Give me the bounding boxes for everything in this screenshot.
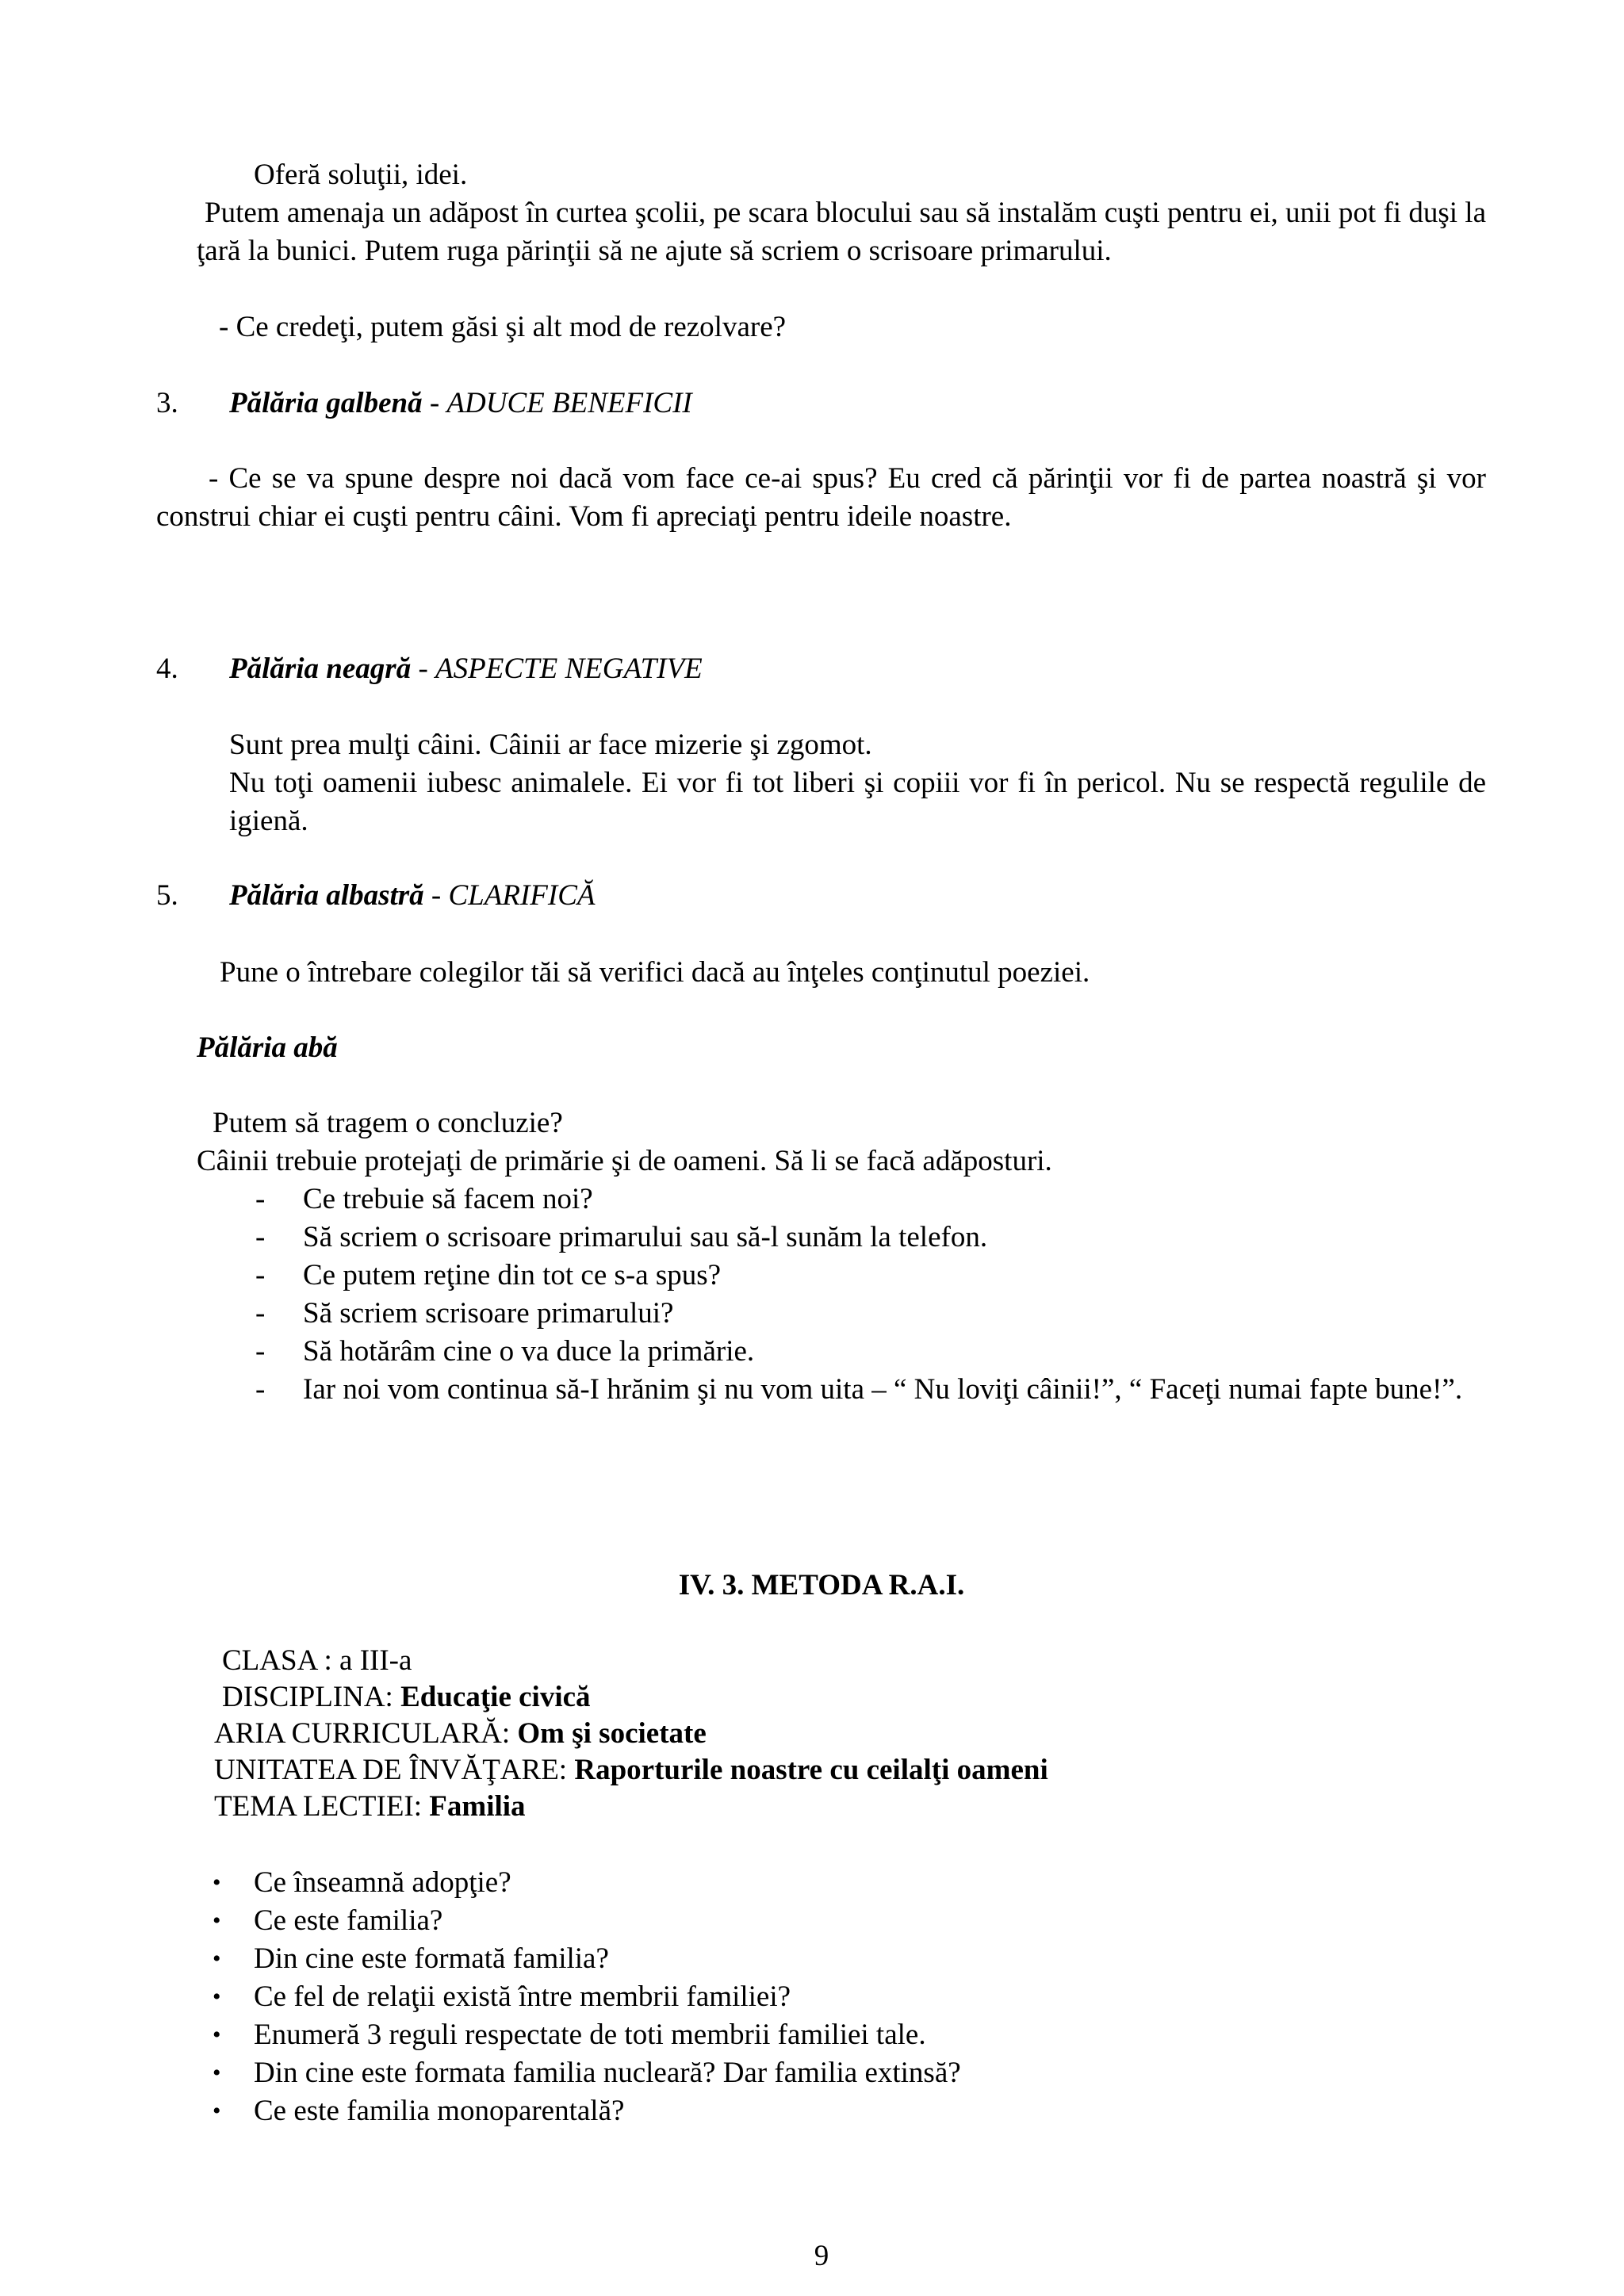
list-item: - Iar noi vom continua să-I hrănim şi nu vom uita – “ Nu loviţi câinii!”, “ Faceţi numai fapte bune!”. [255,1371,1486,1409]
hat-name: Pălăria galbenă [229,387,423,419]
hat-name: Pălăria neagră [229,652,412,685]
list-item: • Din cine este formata familia nucleară? Dar familia extinsă? [206,2054,1475,2092]
yellow-hat-paragraph: - Ce se va spune despre noi dacă vom face ce-ai spus? Eu cred că părinţii vor fi de partea noastră şi vor construi chiar ei cuşti pentru câini. Vom fi apreciaţi pentru ideile noastre. [156,462,1486,533]
solutions-question: - Ce credeţi, putem găsi şi alt mod de rezolvare? [219,311,787,343]
white-hat-heading: Pălăria abă [197,1031,338,1064]
class-line: CLASA : a III-a [222,1644,412,1677]
hat-label: ADUCE BENEFICII [446,387,692,419]
lesson-theme-line: TEMA LECTIEI: Familia [214,1790,526,1823]
white-hat-line-1: Putem să tragem o concluzie? [213,1107,563,1139]
list-item: • Ce fel de relaţii există între membrii familiei? [206,1978,1475,2016]
blue-hat-heading: 5. Pălăria albastră - CLARIFICĂ [156,877,595,915]
list-item: • Ce înseamnă adopţie? [206,1864,1475,1902]
hat-label: CLARIFICĂ [448,879,596,912]
curricular-area-line: ARIA CURRICULARĂ: Om şi societate [214,1717,707,1750]
curricular-area-value: Om şi societate [517,1717,707,1750]
list-item: - Să hotărâm cine o va duce la primărie. [255,1333,1486,1371]
list-item: • Ce este familia monoparentală? [206,2092,1475,2130]
list-item: • Ce este familia? [206,1902,1475,1940]
black-hat-line-1: Sunt prea mulţi câini. Câinii ar face mizerie şi zgomot. [229,729,872,761]
item-number: 5. [156,879,178,912]
conclusion-list [255,1181,1486,1409]
black-hat-line-2: Nu toţi oamenii iubesc animalele. Ei vor fi tot liberi şi copiii vor fi în pericol. Nu se respectă regulile de igienă. [229,767,1486,837]
discipline-line: DISCIPLINA: Educaţie civică [222,1681,591,1713]
black-hat-heading: 4. Pălăria neagră - ASPECTE NEGATIVE [156,650,703,688]
learning-unit-value: Raporturile noastre cu ceilalţi oameni [574,1754,1048,1786]
blue-hat-paragraph: Pune o întrebare colegilor tăi să verifici dacă au înţeles conţinutul poeziei. [220,956,1090,989]
list-item: - Să scriem scrisoare primarului? [255,1295,1486,1333]
solutions-heading: Oferă soluţii, idei. [254,159,468,191]
list-item: - Ce trebuie să facem noi? [255,1181,1486,1219]
questions-list [206,1864,1475,2130]
learning-unit-line: UNITATEA DE ÎNVĂŢARE: Raporturile noastre cu ceilalţi oameni [214,1754,1048,1786]
discipline-value: Educaţie civică [400,1681,591,1713]
list-item: • Enumeră 3 reguli respectate de toti membrii familiei tale. [206,2016,1475,2054]
page-number: 9 [814,2240,829,2272]
list-item: • Din cine este formată familia? [206,1940,1475,1978]
item-number: 4. [156,652,178,685]
list-item: - Să scriem o scrisoare primarului sau să-l sunăm la telefon. [255,1219,1486,1257]
hat-label: ASPECTE NEGATIVE [435,652,703,685]
hat-name: Pălăria albastră [229,879,424,912]
item-number: 3. [156,387,178,419]
lesson-theme-value: Familia [429,1790,526,1823]
list-item: - Ce putem reţine din tot ce s-a spus? [255,1257,1486,1295]
section-heading: IV. 3. METODA R.A.I. [678,1569,965,1601]
white-hat-line-2: Câinii trebuie protejaţi de primărie şi de oameni. Să li se facă adăposturi. [197,1145,1052,1177]
yellow-hat-heading: 3. Pălăria galbenă - ADUCE BENEFICII [156,385,692,423]
solutions-paragraph: Putem amenaja un adăpost în curtea şcolii, pe scara blocului sau să instalăm cuşti pentru ei, unii pot fi duşi la ţară la bunici. Putem ruga părinţii să ne ajute să scriem o scrisoare primarului. [197,197,1486,267]
